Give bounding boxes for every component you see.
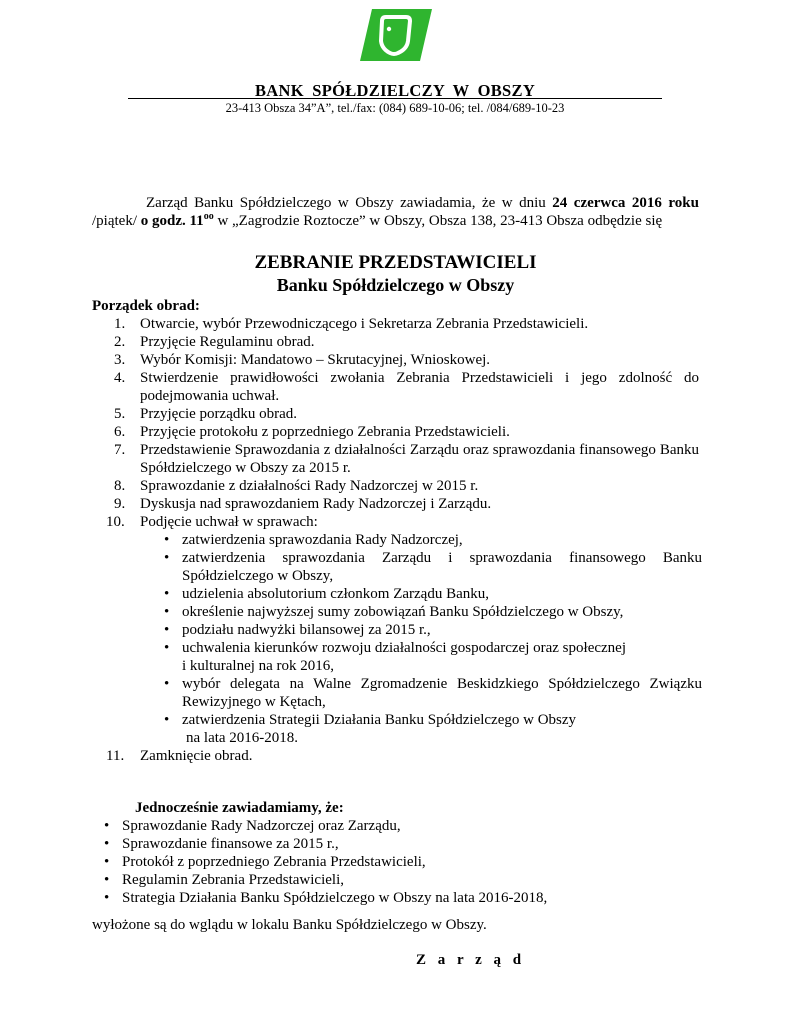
agenda-item-text: Sprawozdanie z działalności Rady Nadzorczej w 2015 r. bbox=[140, 478, 479, 494]
bullet-icon: • bbox=[104, 818, 110, 834]
bullet-icon: • bbox=[104, 872, 110, 888]
bullet-icon: • bbox=[164, 586, 170, 602]
resolution-text: zatwierdzenia Strategii Działania Banku Spółdzielczego w Obszy bbox=[182, 712, 577, 728]
agenda-item-number: 9. bbox=[114, 496, 126, 512]
signature: Z a r z ą d bbox=[416, 952, 526, 968]
agenda-item-text: Stwierdzenie prawidłowości zwołania Zebrania Przedstawicieli i jego zdolność do podejmowania uchwał. bbox=[140, 370, 699, 404]
agenda-item bbox=[92, 747, 699, 765]
agenda-item-text: Przedstawienie Sprawozdania z działalności Zarządu oraz sprawozdania finansowego Banku Spółdzielczego w Obszy za 2015 r. bbox=[140, 442, 699, 476]
bank-name-heading: BANK SPÓŁDZIELCZY W OBSZY bbox=[254, 81, 536, 100]
notice-item bbox=[92, 853, 699, 871]
agenda-item bbox=[92, 513, 702, 747]
resolution-text: zatwierdzenia sprawozdania Zarządu i sprawozdania finansowego Banku bbox=[182, 550, 702, 566]
resolution-item bbox=[92, 585, 699, 603]
notice-list bbox=[92, 817, 699, 907]
agenda-item-number: 7. bbox=[114, 442, 126, 458]
agenda-item-number: 3. bbox=[114, 352, 126, 368]
header-divider bbox=[128, 98, 662, 99]
intro-line-2 bbox=[92, 212, 699, 230]
resolution-list bbox=[92, 531, 702, 747]
bullet-icon: • bbox=[164, 676, 170, 692]
resolution-text: zatwierdzenia sprawozdania Rady Nadzorczej, bbox=[182, 532, 463, 548]
resolution-item bbox=[92, 603, 699, 621]
bank-address: 23-413 Obsza 34”A”, tel./fax: (084) 689-10-06; tel. /084/689-10-23 bbox=[225, 101, 565, 115]
notice-item-text: Sprawozdanie finansowe za 2015 r., bbox=[122, 836, 339, 852]
bank-logo bbox=[360, 9, 432, 61]
bullet-icon: • bbox=[164, 622, 170, 638]
agenda-item bbox=[92, 423, 699, 441]
notice-item bbox=[92, 817, 699, 835]
meeting-time-text: o godz. 11 bbox=[140, 213, 204, 229]
agenda-item-text: Przyjęcie Regulaminu obrad. bbox=[140, 334, 315, 350]
resolution-text: uchwalenia kierunków rozwoju działalności gospodarczej oraz społecznej bbox=[182, 640, 626, 656]
bullet-icon: • bbox=[104, 890, 110, 906]
resolution-text-cont: Rewizyjnego w Kętach, bbox=[182, 694, 326, 710]
notice-closing: wyłożone są do wglądu w lokalu Banku Spółdzielczego w Obszy. bbox=[92, 917, 487, 933]
agenda-item bbox=[92, 315, 699, 333]
bullet-icon: • bbox=[164, 532, 170, 548]
agenda-item-text: Otwarcie, wybór Przewodniczącego i Sekretarza Zebrania Przedstawicieli. bbox=[140, 316, 589, 332]
agenda-item-number: 5. bbox=[114, 406, 126, 422]
notice-heading: Jednocześnie zawiadamiamy, że: bbox=[135, 800, 344, 816]
agenda-item-text: Przyjęcie protokołu z poprzedniego Zebrania Przedstawicieli. bbox=[140, 424, 510, 440]
meeting-time-minutes: oo bbox=[203, 211, 214, 222]
resolution-item bbox=[92, 621, 699, 639]
meeting-time bbox=[141, 213, 214, 229]
resolution-item bbox=[92, 675, 702, 711]
intro-day: /piątek/ bbox=[92, 213, 141, 229]
notice-item-text: Sprawozdanie Rady Nadzorczej oraz Zarządu, bbox=[122, 818, 401, 834]
resolution-item bbox=[92, 711, 699, 747]
agenda-item bbox=[92, 405, 699, 423]
bank-logo-icon bbox=[360, 9, 432, 61]
notice-item bbox=[92, 889, 699, 907]
notice-item bbox=[92, 835, 699, 853]
resolution-text-cont: Spółdzielczego w Obszy, bbox=[182, 568, 334, 584]
agenda-item bbox=[92, 441, 699, 477]
agenda-heading: Porządek obrad: bbox=[92, 298, 200, 314]
notice-item-text: Protokół z poprzedniego Zebrania Przedstawicieli, bbox=[122, 854, 426, 870]
bullet-icon: • bbox=[164, 604, 170, 620]
agenda-list bbox=[92, 315, 702, 765]
agenda-item bbox=[92, 351, 699, 369]
notice-item bbox=[92, 871, 699, 889]
agenda-item-number: 1. bbox=[114, 316, 126, 332]
agenda-item-text: Dyskusja nad sprawozdaniem Rady Nadzorczej i Zarządu. bbox=[140, 496, 492, 512]
meeting-date: 24 czerwca 2016 roku bbox=[552, 195, 699, 211]
resolution-item bbox=[92, 639, 699, 675]
resolution-text-cont: na lata 2016-2018. bbox=[186, 730, 299, 746]
bullet-icon: • bbox=[104, 854, 110, 870]
agenda-item bbox=[92, 477, 699, 495]
notice-item-text: Strategia Działania Banku Spółdzielczego w Obszy na lata 2016-2018, bbox=[122, 890, 548, 906]
agenda-item-number: 8. bbox=[114, 478, 126, 494]
notice-item-text: Regulamin Zebrania Przedstawicieli, bbox=[122, 872, 345, 888]
agenda-item-text: Zamknięcie obrad. bbox=[140, 748, 253, 764]
resolution-text-cont: i kulturalnej na rok 2016, bbox=[182, 658, 335, 674]
meeting-location: w „Zagrodzie Roztocze” w Obszy, Obsza 138, 23-413 Obsza odbędzie się bbox=[213, 213, 663, 229]
agenda-item-number: 10. bbox=[106, 514, 125, 530]
meeting-title-sub: Banku Spółdzielczego w Obszy bbox=[276, 275, 515, 295]
resolution-text: wybór delegata na Walne Zgromadzenie Beskidzkiego Spółdzielczego Związku bbox=[182, 676, 702, 692]
agenda-item-number: 2. bbox=[114, 334, 126, 350]
meeting-title-main: ZEBRANIE PRZEDSTAWICIELI bbox=[254, 252, 537, 273]
agenda-item-text: Wybór Komisji: Mandatowo – Skrutacyjnej, Wnioskowej. bbox=[140, 352, 491, 368]
intro-text: Zarząd Banku Spółdzielczego w Obszy zawiadamia, że w dniu bbox=[146, 195, 553, 211]
intro-line-1 bbox=[92, 194, 699, 212]
intro-paragraph bbox=[92, 194, 699, 230]
bullet-icon: • bbox=[164, 712, 170, 728]
agenda-item-text: Przyjęcie porządku obrad. bbox=[140, 406, 298, 422]
bullet-icon: • bbox=[104, 836, 110, 852]
agenda-item-number: 6. bbox=[114, 424, 126, 440]
meeting-title bbox=[92, 251, 699, 297]
bullet-icon: • bbox=[164, 550, 170, 566]
agenda-item bbox=[92, 369, 699, 405]
agenda-item-number: 4. bbox=[114, 370, 126, 386]
agenda-item bbox=[92, 495, 699, 513]
resolution-text: podziału nadwyżki bilansowej za 2015 r., bbox=[182, 622, 431, 638]
resolution-item bbox=[92, 531, 699, 549]
resolution-item bbox=[92, 549, 702, 585]
resolution-text: udzielenia absolutorium członkom Zarządu Banku, bbox=[182, 586, 489, 602]
agenda-item-text: Podjęcie uchwał w sprawach: bbox=[140, 514, 318, 530]
agenda-item bbox=[92, 333, 699, 351]
bullet-icon: • bbox=[164, 640, 170, 656]
agenda-item-number: 11. bbox=[106, 748, 125, 764]
resolution-text: określenie najwyższej sumy zobowiązań Banku Spółdzielczego w Obszy, bbox=[182, 604, 624, 620]
